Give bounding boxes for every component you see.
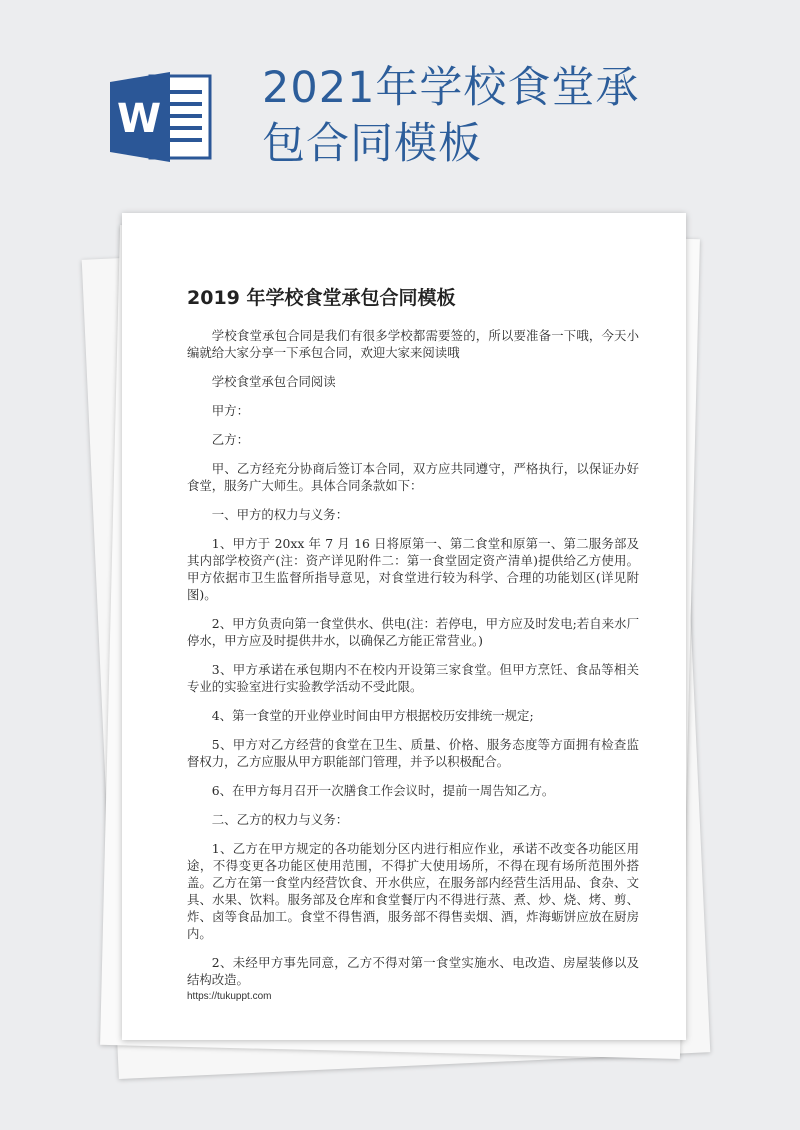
logo-letter: W: [116, 96, 162, 142]
clause-a-4: 4、第一食堂的开业停业时间由甲方根据校历安排统一规定;: [211, 708, 534, 723]
section-heading-party-b: 二、乙方的权力与义务：: [211, 812, 349, 827]
clause-a-6: 6、在甲方每月召开一次膳食工作会议时，提前一周告知乙方。: [211, 783, 555, 798]
section-heading-party-a: 一、甲方的权力与义务：: [211, 507, 349, 522]
document-heading: 2019 年学校食堂承包合同模板: [187, 287, 456, 309]
clause-a-5: 5、甲方对乙方经营的食堂在卫生、质量、价格、服务态度等方面拥有检查监督权力，乙方应服从甲方职能部门管理，并予以积极配合。: [187, 737, 639, 769]
clause-a-3: 3、甲方承诺在承包期内不在校内开设第三家食堂。但甲方烹饪、食品等相关专业的实验室进行实验教学活动不受此限。: [187, 662, 639, 694]
footer-url: https://tukuppt.com: [187, 991, 272, 1002]
clause-a-2: 2、甲方负责向第一食堂供水、供电(注：若停电，甲方应及时发电;若自来水厂停水，甲方应及时提供井水，以确保乙方能正常营业。): [187, 616, 639, 648]
paragraph-party-a: 甲方：: [211, 403, 249, 418]
paragraph-read: 学校食堂承包合同阅读: [211, 374, 336, 389]
clause-a-1: 1、甲方于 20xx 年 7 月 16 日将原第一、第二食堂和原第一、第二服务部及其内部学校资产(注：资产详见附件二：第一食堂固定资产清单)提供给乙方使用。甲方依据市卫生监督所指导意见，对食堂进行较为科学、合理的功能划区(详见附图)。: [187, 536, 639, 602]
document-body: [187, 327, 639, 1000]
word-document-icon: [110, 72, 212, 162]
banner-title-line-1: 2021年学校食堂承: [262, 63, 640, 113]
paragraph-agreement: 甲、乙方经充分协商后签订本合同，双方应共同遵守，严格执行，以保证办好食堂，服务广大师生。具体合同条款如下：: [187, 461, 639, 493]
paragraph-intro: 学校食堂承包合同是我们有很多学校都需要签的，所以要准备一下哦，今天小编就给大家分享一下承包合同，欢迎大家来阅读哦: [187, 328, 639, 360]
clause-b-2: 2、未经甲方事先同意，乙方不得对第一食堂实施水、电改造、房屋装修以及结构改造。: [187, 955, 639, 987]
banner-title-line-2: 包合同模板: [262, 119, 482, 169]
clause-b-1: 1、乙方在甲方规定的各功能划分区内进行相应作业，承诺不改变各功能区用途，不得变更各功能区使用范围，不得扩大使用场所，不得在现有场所范围外搭盖。乙方在第一食堂内经营饮食、开水供应，在服务部内经营生活用品、食杂、文具、水果、饮料。服务部及仓库和食堂餐厅内不得进行蒸、煮、炒、烧、烤、剪、炸、卤等食品加工。食堂不得售酒，服务部不得售卖烟、酒，炸海蛎饼应放在厨房内。: [187, 841, 639, 941]
banner-title: [262, 60, 682, 172]
paragraph-party-b: 乙方：: [211, 432, 249, 447]
